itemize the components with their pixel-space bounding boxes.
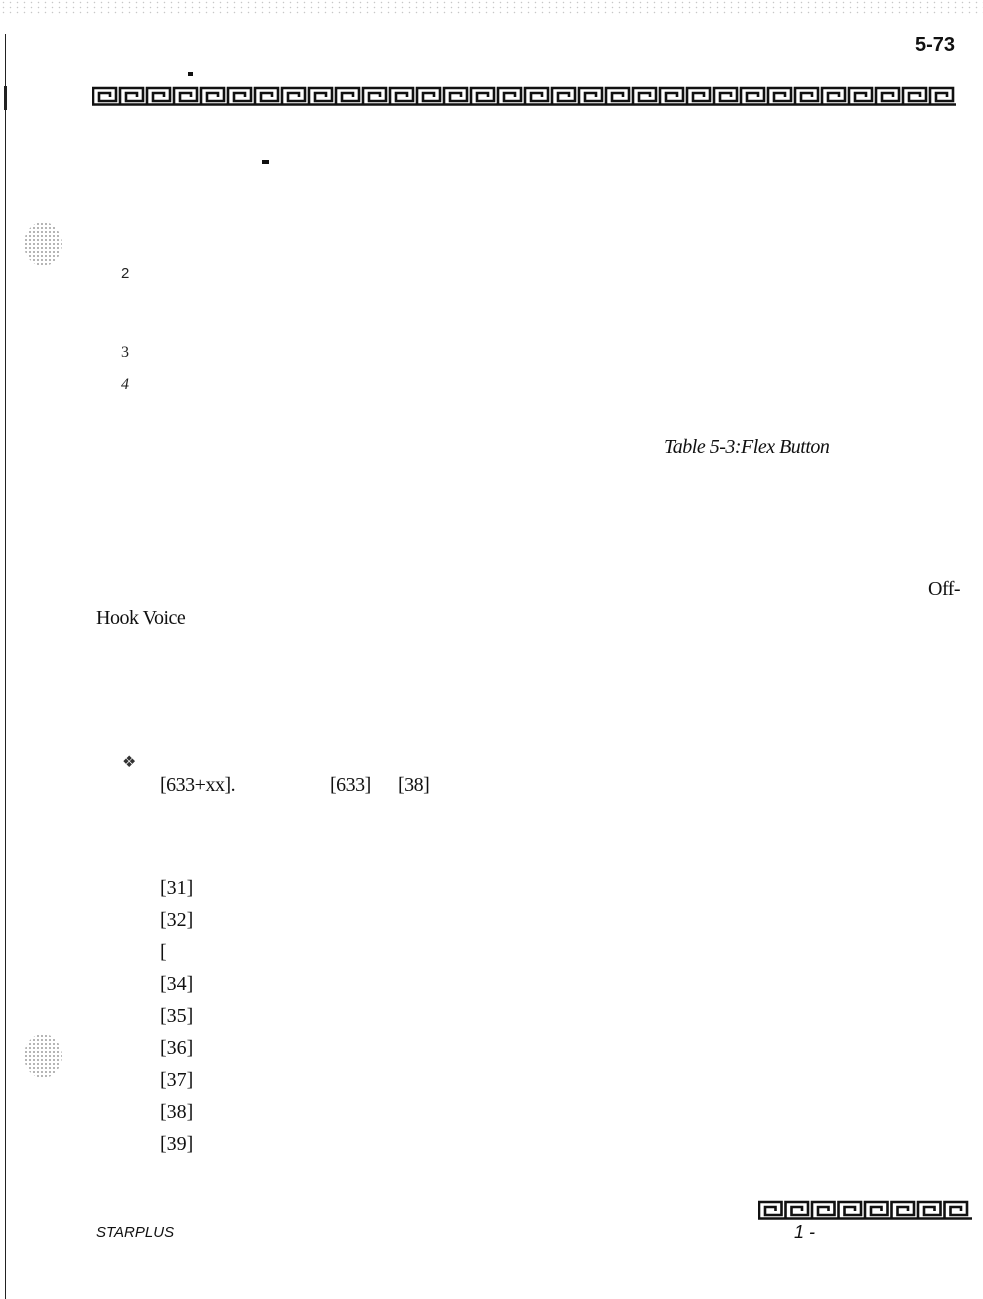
section-dash-mark: [262, 160, 269, 164]
scan-artifact-bottom: [24, 1034, 62, 1078]
code-list-item: [: [160, 941, 167, 963]
code-633: [633]: [330, 774, 371, 796]
code-list-item: [35]: [160, 1005, 194, 1027]
off-hook-prefix: Off-: [928, 578, 961, 600]
code-list-item: [36]: [160, 1037, 194, 1059]
code-list-item: [34]: [160, 973, 194, 995]
greek-key-border-bottom: [758, 1200, 972, 1220]
code-list-item: [38]: [160, 1101, 194, 1123]
left-margin-rule: [5, 34, 6, 1299]
step-number-4: 4: [121, 376, 129, 393]
greek-key-border-top: [92, 86, 956, 106]
scan-artifact-top: [24, 222, 62, 266]
table-reference: Table 5-3:Flex Button: [664, 436, 830, 458]
footer-product-name: STARPLUS: [96, 1224, 175, 1241]
left-margin-mark: [4, 86, 7, 110]
code-list-item: [32]: [160, 909, 194, 931]
header-dash-mark: [188, 72, 193, 76]
footer-page-ref: 1 -: [794, 1222, 816, 1242]
step-number-2: 2: [121, 265, 130, 282]
code-list: [160, 872, 193, 1160]
code-633-xx: [633+xx].: [160, 774, 236, 796]
code-list-item: [31]: [160, 877, 194, 899]
scan-speckle-top: [0, 0, 983, 14]
code-list-item: [39]: [160, 1133, 194, 1155]
diamond-bullet-icon: ❖: [122, 754, 137, 771]
page-number: 5-73: [914, 34, 955, 56]
code-list-item: [37]: [160, 1069, 194, 1091]
hook-voice-text: Hook Voice: [96, 607, 186, 629]
code-38: [38]: [398, 774, 430, 796]
step-number-3: 3: [121, 344, 129, 361]
